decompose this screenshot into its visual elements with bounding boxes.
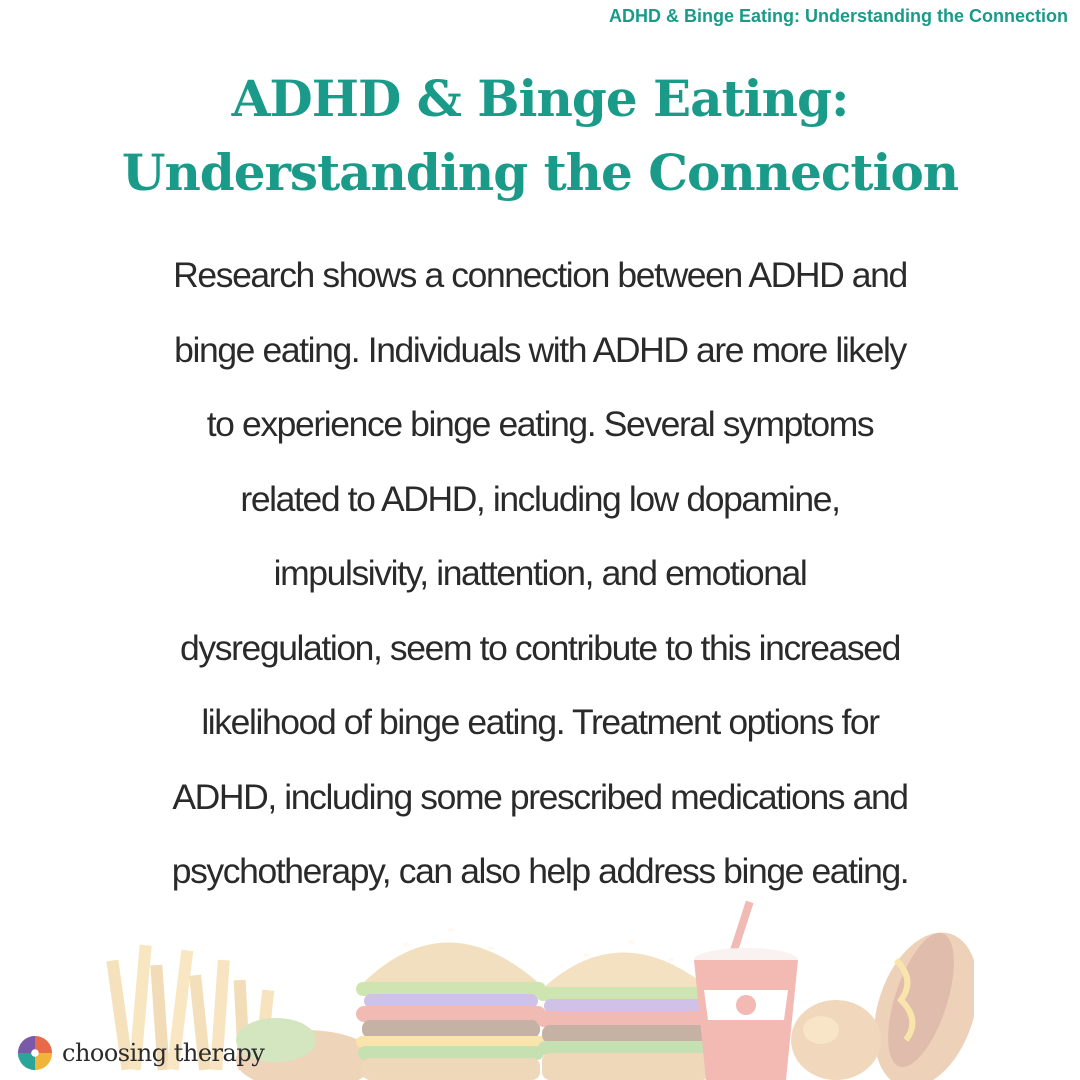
burger-icon [536, 940, 716, 1080]
body-paragraph [90, 238, 990, 909]
header-caption: ADHD & Binge Eating: Understanding the Connection [609, 6, 1068, 26]
body-line: Research shows a connection between ADHD and [173, 255, 907, 295]
body-line: ADHD, including some prescribed medications and [172, 776, 908, 817]
page-title [40, 62, 1040, 210]
brand-name: choosing therapy [62, 1039, 265, 1067]
choosing-therapy-logo-icon [16, 1034, 54, 1072]
body-line: psychotherapy, can also help address binge eating. [171, 851, 909, 891]
page-title-line-1: ADHD & Binge Eating: [231, 69, 849, 128]
hot-dog-icon [791, 919, 974, 1080]
body-line: to experience binge eating. Several symptoms [206, 404, 874, 444]
page-title-line-2: Understanding the Connection [121, 143, 959, 202]
body-line: related to ADHD, including low dopamine, [240, 478, 840, 519]
body-line: likelihood of binge eating. Treatment options for [201, 702, 879, 742]
soda-cup-icon [694, 901, 798, 1080]
body-line: binge eating. Individuals with ADHD are more likely [174, 329, 906, 370]
burger-icon [356, 928, 546, 1080]
brand-footer [16, 1033, 264, 1073]
body-line: impulsivity, inattention, and emotional [273, 553, 807, 593]
body-line: dysregulation, seem to contribute to this increased [180, 627, 900, 668]
